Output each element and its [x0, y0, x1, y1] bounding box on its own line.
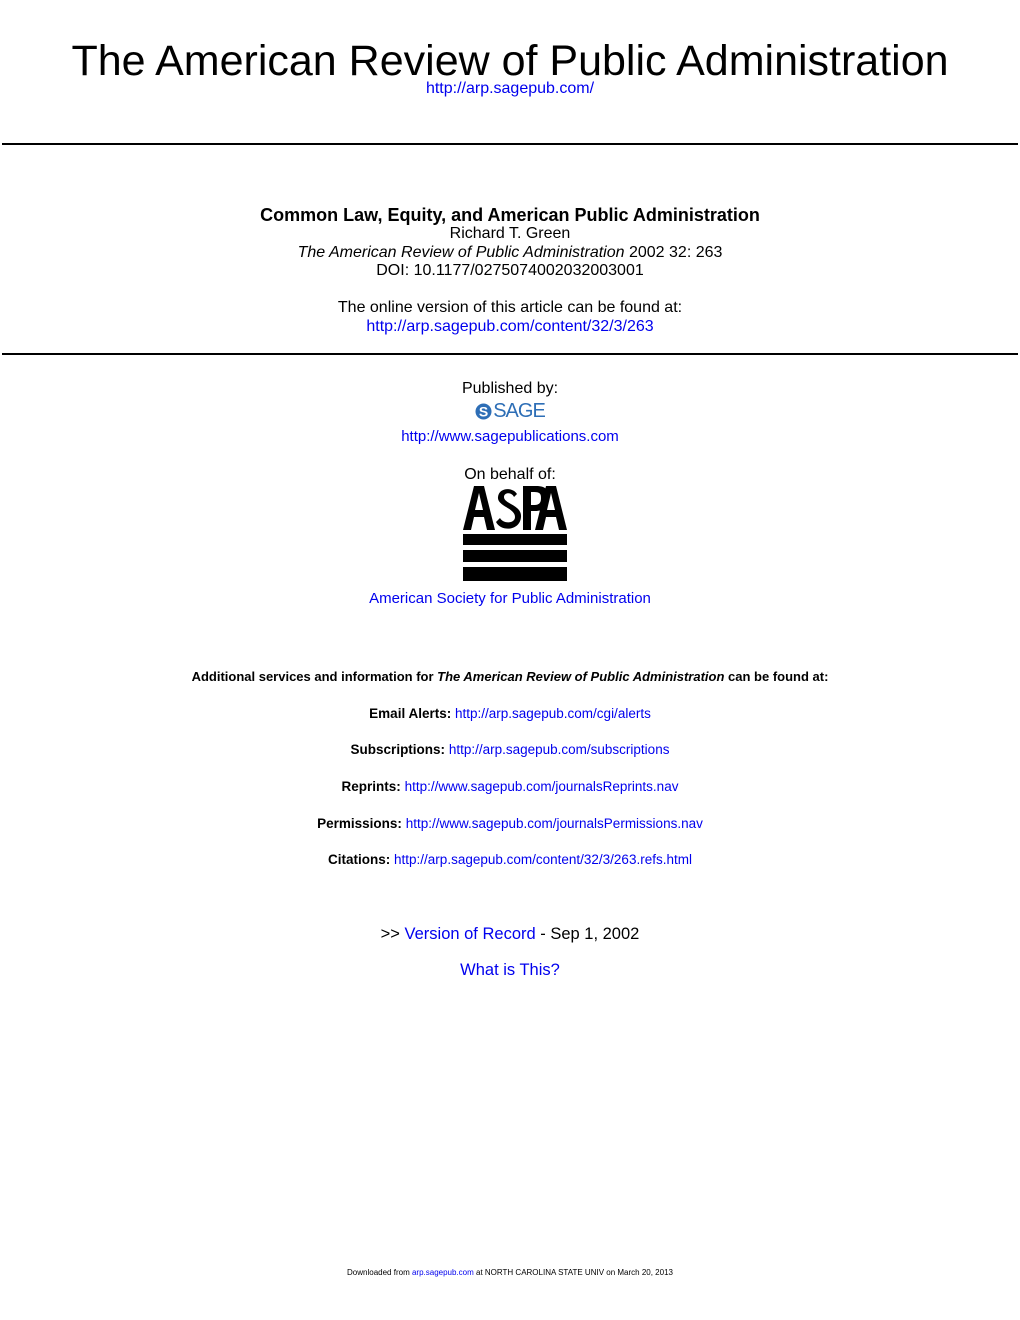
aspa-logo	[463, 486, 567, 582]
service-link-citations[interactable]: http://arp.sagepub.com/content/32/3/263.refs.html	[394, 852, 692, 867]
service-row-reprints	[0, 779, 1020, 794]
additional-services-line	[0, 669, 1020, 684]
article-author: Richard T. Green	[449, 225, 571, 242]
article-info	[0, 205, 1020, 281]
published-by-label: Published by:	[461, 380, 559, 397]
aspa-org-link[interactable]: American Society for Public Administration	[369, 590, 651, 607]
service-link-subscriptions[interactable]: http://arp.sagepub.com/subscriptions	[448, 742, 670, 757]
top-divider	[2, 143, 1018, 145]
citation-details: 2002 32: 263	[624, 243, 723, 261]
online-version-text: The online version of this article can be found at:	[337, 299, 683, 316]
version-line	[0, 925, 1020, 944]
on-behalf-of-label: On behalf of:	[464, 466, 556, 483]
service-link-reprints[interactable]: http://www.sagepub.com/journalsReprints.nav	[404, 779, 679, 794]
online-version-link[interactable]: http://arp.sagepub.com/content/32/3/263	[366, 317, 654, 335]
service-label: Citations:	[328, 852, 391, 867]
sage-s-icon	[475, 401, 492, 422]
footer-prefix: Downloaded from	[347, 1268, 412, 1277]
publisher-block	[0, 380, 1020, 427]
what-is-this-link[interactable]: What is This?	[460, 961, 560, 979]
version-date: - Sep 1, 2002	[535, 925, 640, 943]
article-title: Common Law, Equity, and American Public Administration	[260, 205, 760, 225]
version-of-record-link[interactable]: Version of Record	[404, 925, 536, 943]
version-prefix: >>	[380, 925, 405, 943]
service-row-email-alerts	[0, 706, 1020, 721]
service-label: Permissions:	[317, 816, 402, 831]
article-citation	[0, 244, 1020, 263]
service-row-permissions	[0, 816, 1020, 831]
article-doi: DOI: 10.1177/0275074002032003001	[376, 262, 644, 279]
additional-suffix: can be found at:	[724, 669, 829, 684]
middle-divider	[2, 353, 1018, 355]
service-label: Reprints:	[341, 779, 401, 794]
service-row-subscriptions	[0, 742, 1020, 757]
additional-journal: The American Review of Public Administration	[437, 669, 725, 684]
svg-text:S: S	[479, 403, 489, 420]
service-link-email-alerts[interactable]: http://arp.sagepub.com/cgi/alerts	[454, 706, 651, 721]
footer-suffix: at NORTH CAROLINA STATE UNIV on March 20, 2013	[473, 1268, 673, 1277]
sage-logo-text: SAGE	[493, 400, 545, 422]
sage-logo	[475, 400, 545, 423]
service-label: Email Alerts:	[369, 706, 452, 721]
download-footer	[0, 1268, 1020, 1277]
journal-title: The American Review of Public Administration	[71, 37, 949, 85]
service-label: Subscriptions:	[350, 742, 446, 757]
service-link-permissions[interactable]: http://www.sagepub.com/journalsPermissions.nav	[405, 816, 703, 831]
citation-journal: The American Review of Public Administration	[297, 243, 625, 261]
service-row-citations	[0, 852, 1020, 867]
online-version	[0, 299, 1020, 336]
sage-url-link[interactable]: http://www.sagepublications.com	[401, 428, 619, 445]
journal-url-link[interactable]: http://arp.sagepub.com/	[425, 80, 595, 97]
additional-prefix: Additional services and information for	[191, 669, 438, 684]
footer-site-link[interactable]: arp.sagepub.com	[411, 1268, 474, 1277]
